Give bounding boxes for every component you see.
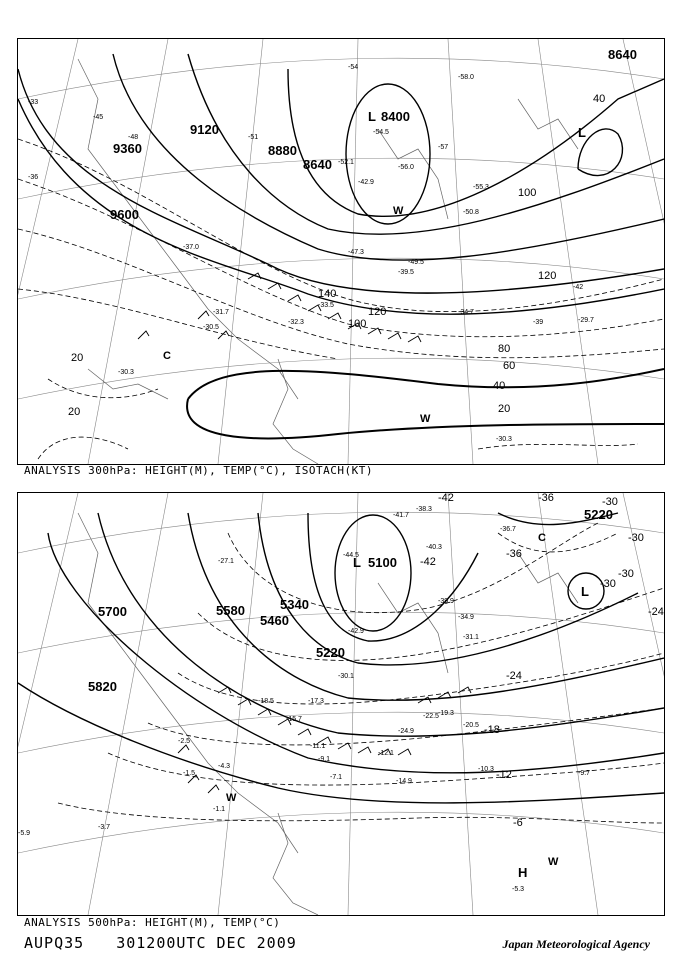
temp-label: -33.5 <box>318 302 334 309</box>
temp-label: -49.5 <box>408 259 424 266</box>
temp-label: -32.3 <box>288 319 304 326</box>
temp-label: -30.5 <box>203 324 219 331</box>
height-label-5580: 5580 <box>216 603 245 618</box>
temp-label: -31.1 <box>463 634 479 641</box>
temp-label: -22.5 <box>423 713 439 720</box>
height-label-5340: 5340 <box>280 597 309 612</box>
temp-label: -33 <box>28 99 39 106</box>
chart-300hpa <box>17 38 665 465</box>
height-label-5460: 5460 <box>260 613 289 628</box>
height-label-5220-ne: 5220 <box>584 507 613 522</box>
agency-name: Japan Meteorological Agency <box>502 937 650 951</box>
temp-label: -39.5 <box>398 269 414 276</box>
graticule-meridians <box>18 493 664 915</box>
temp-label: -31.7 <box>213 309 229 316</box>
pressure-systems <box>226 532 589 880</box>
temp-label: -7.1 <box>330 774 343 781</box>
height-label-9120: 9120 <box>190 122 219 137</box>
chart-500hpa <box>17 492 665 916</box>
temp-label: -9.7 <box>578 770 591 777</box>
height-label-8400: 8400 <box>381 109 410 124</box>
temp-label: -18.5 <box>258 698 274 705</box>
temp-label: -30.1 <box>338 673 354 680</box>
temp-label: -38.3 <box>416 506 432 513</box>
temp-label: -4.3 <box>218 763 231 770</box>
caption-500hpa: ANALYSIS 500hPa: HEIGHT(M), TEMP(°C) <box>24 916 281 929</box>
temp-label: -5.9 <box>18 830 31 837</box>
temp-label: -56.0 <box>398 164 414 171</box>
temp-label: -30.3 <box>118 369 134 376</box>
temp-label: -24.9 <box>398 728 414 735</box>
temp-label: -34.7 <box>458 309 474 316</box>
temp-label: -30.3 <box>496 436 512 443</box>
temp-label: -15.7 <box>286 716 302 723</box>
temp-label: -2.5 <box>178 738 191 745</box>
warm-center-symbol: W <box>420 413 431 425</box>
valid-time: 301200UTC DEC 2009 <box>116 934 297 952</box>
temp-label: -42.9 <box>358 179 374 186</box>
height-label-8880: 8880 <box>268 143 297 158</box>
temp-label: -40.3 <box>426 544 442 551</box>
chart-500hpa-map <box>18 493 664 915</box>
chart-code: AUPQ35 <box>24 934 85 952</box>
isotach-label: 120 <box>538 270 557 282</box>
low-center-symbol: L <box>581 584 589 599</box>
temp-label: -3.7 <box>98 824 111 831</box>
temp-label: -47.3 <box>348 249 364 256</box>
warm-center-symbol: W <box>393 205 404 217</box>
temp-label: -5.3 <box>512 886 525 893</box>
chart-identifier <box>24 934 319 952</box>
temp-label: -42.9 <box>348 628 364 635</box>
temp-label: -9.1 <box>318 756 331 763</box>
temp-label: -29.7 <box>578 317 594 324</box>
isotach-contours <box>187 369 664 438</box>
low-center-symbol: L <box>578 125 586 140</box>
isotherm-label: -18 <box>484 724 500 736</box>
height-label-5700: 5700 <box>98 604 127 619</box>
temp-label: -50.8 <box>463 209 479 216</box>
isotherm-label: -6 <box>513 817 523 829</box>
isotherm-label: -42 <box>438 493 454 504</box>
isotach-label: 100 <box>518 187 537 199</box>
temp-label: -19.3 <box>438 710 454 717</box>
isotach-label: 20 <box>68 406 81 418</box>
temp-label: -42 <box>573 284 584 291</box>
temp-label: -14.9 <box>396 778 412 785</box>
height-contours <box>18 54 664 314</box>
temperature-labels <box>28 64 594 443</box>
isotherm-label: -36 <box>506 548 522 560</box>
high-center-symbol: H <box>518 865 528 880</box>
cold-center-symbol: C <box>163 350 171 362</box>
temp-label: -54 <box>348 64 359 71</box>
temp-label: -41.7 <box>393 512 409 519</box>
temp-label: -20.5 <box>463 722 479 729</box>
height-label-8640: 8640 <box>303 157 332 172</box>
isotherms <box>58 523 664 823</box>
isotherm-label: -30 <box>618 568 634 580</box>
temp-label: -1.5 <box>183 770 196 777</box>
temp-label: -51 <box>248 134 259 141</box>
temp-label: -27.1 <box>218 558 234 565</box>
temp-label: -58.0 <box>458 74 474 81</box>
temp-label: -1.1 <box>213 806 226 813</box>
height-label-5220: 5220 <box>316 645 345 660</box>
temp-label: -34.9 <box>458 614 474 621</box>
isotherm-label: -42 <box>420 556 436 568</box>
caption-300hpa: ANALYSIS 300hPa: HEIGHT(M), TEMP(°C), ISOTACH(KT) <box>24 464 374 477</box>
isotach-label: 40 <box>593 93 606 105</box>
temp-label: -39 <box>533 319 544 326</box>
isotach-label: 80 <box>498 343 511 355</box>
temp-label: -11.1 <box>310 743 326 750</box>
cold-center-symbol: C <box>538 532 546 544</box>
isotach-label: 40 <box>493 380 506 392</box>
isotherm-label: -24 <box>506 670 522 682</box>
temp-label: -48 <box>128 134 139 141</box>
height-label-9600: 9600 <box>110 207 139 222</box>
isotherm-label: -30 <box>602 496 618 508</box>
isotherm-label: -30 <box>600 578 616 590</box>
isotach-label: 60 <box>503 360 516 372</box>
temp-label: -12.1 <box>378 750 394 757</box>
height-label-8640-ne: 8640 <box>608 47 637 62</box>
temp-label: -55.3 <box>473 184 489 191</box>
height-label-5100: 5100 <box>368 555 397 570</box>
isotach-label: 140 <box>318 288 337 300</box>
temp-label: -17.3 <box>308 698 324 705</box>
warm-center-symbol: W <box>226 792 237 804</box>
isotach-label: 20 <box>71 352 84 364</box>
temp-label: -52.1 <box>338 159 354 166</box>
isotherm-label: -30 <box>628 532 644 544</box>
isotherm-label: -24 <box>648 606 664 618</box>
isotherm-label: -36 <box>538 493 554 504</box>
temp-label: -57 <box>438 144 449 151</box>
chart-300hpa-map <box>18 39 664 464</box>
temp-label: -39.9 <box>438 598 454 605</box>
temp-label: -10.3 <box>478 766 494 773</box>
height-labels <box>88 507 613 694</box>
isotherms <box>18 139 664 459</box>
graticule-parallels <box>18 58 664 399</box>
temp-label: -44.5 <box>343 552 359 559</box>
graticule-meridians <box>18 39 664 464</box>
isotach-label: 100 <box>348 318 367 330</box>
height-label-9360: 9360 <box>113 141 142 156</box>
isotach-label: 20 <box>498 403 511 415</box>
isotherm-label: -12 <box>496 769 512 781</box>
temp-label: -37.0 <box>183 244 199 251</box>
temp-label: -45 <box>93 114 104 121</box>
temp-label: -54.5 <box>373 129 389 136</box>
warm-center-symbol: W <box>548 856 559 868</box>
height-label-5820: 5820 <box>88 679 117 694</box>
temperature-labels <box>18 506 590 893</box>
isotach-label: 120 <box>368 306 387 318</box>
low-center-symbol: L <box>368 109 376 124</box>
temp-label: -36.7 <box>500 526 516 533</box>
temp-label: -36 <box>28 174 39 181</box>
low-center-symbol: L <box>353 555 361 570</box>
